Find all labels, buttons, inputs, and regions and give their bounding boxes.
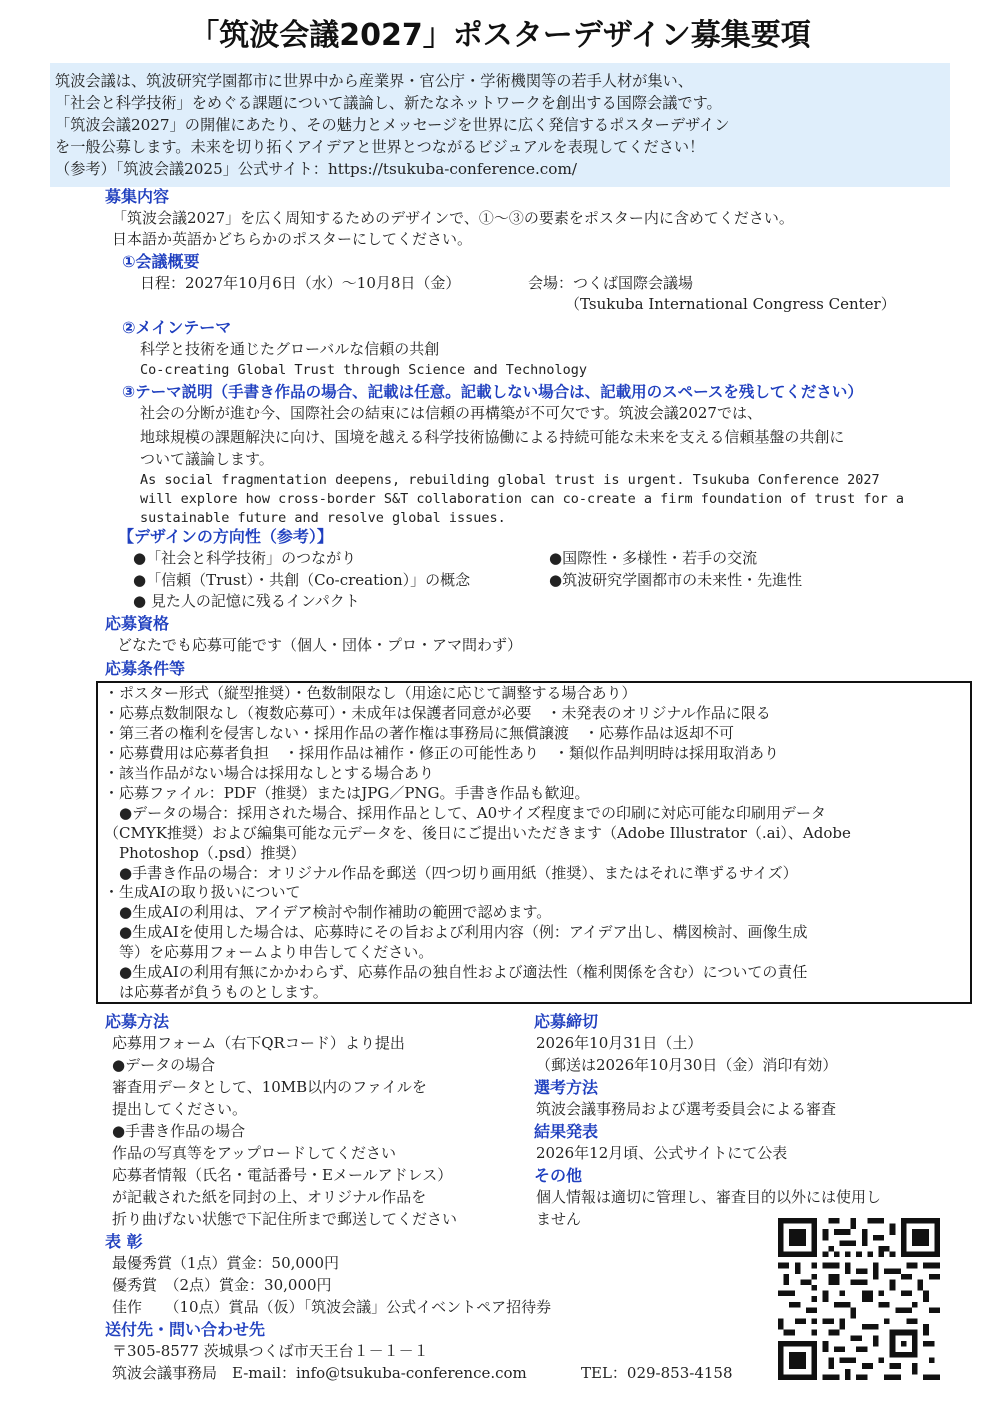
condition-line: 等）を応募用フォームより申告してください。 <box>104 943 434 961</box>
selection-heading: 選考方法 <box>534 1078 599 1097</box>
condition-line: ・ポスター形式（縦型推奨）・色数制限なし（用途に応じて調整する場合あり） <box>104 684 637 702</box>
method-line: ●手書き作品の場合 <box>112 1122 246 1140</box>
recruit-line: 日本語か英語かどちらかのポスターにしてください。 <box>112 230 473 248</box>
theme-desc-heading: ③テーマ説明（手書き作品の場合、記載は任意。記載しない場合は、記載用のスペースを残してください） <box>122 383 863 401</box>
method-line: 審査用データとして、10MB以内のファイルを <box>112 1078 427 1096</box>
intro-line: 「筑波会議2027」の開催にあたり、その魅力とメッセージを世界に広く発信するポスターデザイン <box>55 116 730 134</box>
contact-address: 〒305-8577 茨城県つくば市天王台１－１－１ <box>112 1342 429 1360</box>
theme-ja: 科学と技術を通じたグローバルな信頼の共創 <box>140 340 440 358</box>
condition-line: （CMYK推奨）および編集可能な元データを、後日にご提出いただきます（Adobe Illustrator（.ai）、Adobe <box>104 824 851 842</box>
theme-desc-ja: 地球規模の課題解決に向け、国境を越える科学技術協働による持続可能な未来を支える信頼基盤の共創に <box>140 428 845 446</box>
intro-line: を一般公募します。未来を切り拓くアイデアと世界とつながるビジュアルを表現してください！ <box>55 138 705 156</box>
condition-line: ●生成AIを使用した場合は、応募時にその旨および利用内容（例：アイデア出し、構図検討、画像生成 <box>104 923 808 941</box>
method-heading: 応募方法 <box>105 1012 170 1031</box>
method-line: 作品の写真等をアップロードしてください <box>112 1144 396 1162</box>
award-line: 最優秀賞（1点）賞金：50,000円 <box>112 1254 340 1272</box>
qr-code-icon[interactable] <box>778 1218 940 1380</box>
condition-line: ・生成AIの取り扱いについて <box>104 883 301 901</box>
method-line: が記載された紙を同封の上、オリジナル作品を <box>112 1188 427 1206</box>
method-line: 応募用フォーム（右下QRコード）より提出 <box>112 1034 405 1052</box>
intro-box <box>50 63 950 187</box>
award-line: 佳作 （10点）賞品（仮）「筑波会議」公式イベントペア招待券 <box>112 1298 552 1316</box>
page-title: 「筑波会議2027」ポスターデザイン募集要項 <box>189 18 811 53</box>
awards-heading: 表 彰 <box>105 1232 143 1251</box>
conference-venue-en: （Tsukuba International Congress Center） <box>565 295 896 313</box>
condition-line: ・第三者の権利を侵害しない・採用作品の著作権は事務局に無償譲渡 ・応募作品は返却不可 <box>104 724 735 742</box>
intro-line: 筑波会議は、筑波研究学園都市に世界中から産業界・官公庁・学術機関等の若手人材が集い、 <box>55 72 693 90</box>
condition-line: ●手書き作品の場合：オリジナル作品を郵送（四つ切り画用紙（推奨）、またはそれに準ずるサイズ） <box>104 864 798 882</box>
theme-desc-en: As social fragmentation deepens, rebuilding global trust is urgent. Tsukuba Conference 2027 <box>140 472 880 488</box>
deadline-postal: （郵送は2026年10月30日（金）消印有効） <box>536 1056 838 1074</box>
condition-line: ●データの場合：採用された場合、採用作品として、A0サイズ程度までの印刷に対応可能な印刷用データ <box>104 804 826 822</box>
condition-line: Photoshop（.psd）推奨） <box>104 844 306 862</box>
other-text: 個人情報は適切に管理し、審査目的以外には使用し <box>536 1188 882 1206</box>
condition-line: ●生成AIの利用有無にかかわらず、応募作品の独自性および適法性（権利関係を含む）についての責任 <box>104 963 808 981</box>
theme-desc-ja: ついて議論します。 <box>140 450 274 468</box>
overview-heading: ①会議概要 <box>122 252 200 271</box>
contact-heading: 送付先・問い合わせ先 <box>105 1320 266 1339</box>
theme-heading: ②メインテーマ <box>122 318 232 337</box>
selection-text: 筑波会議事務局および選考委員会による審査 <box>536 1100 837 1118</box>
condition-line: は応募者が負うものとします。 <box>104 983 328 1001</box>
method-line: 提出してください。 <box>112 1100 248 1118</box>
condition-line: ・応募点数制限なし（複数応募可）・未成年は保護者同意が必要 ・未発表のオリジナル作品に限る <box>104 704 771 722</box>
eligibility-text: どなたでも応募可能です（個人・団体・プロ・アマ問わず） <box>117 636 523 654</box>
conference-venue: 会場：つくば国際会議場 <box>528 274 694 292</box>
award-line: 優秀賞 （2点）賞金：30,000円 <box>112 1276 332 1294</box>
method-line: ●データの場合 <box>112 1056 216 1074</box>
direction-item: ●「信頼（Trust）・共創（Co-creation）」の概念 <box>133 571 471 589</box>
method-line: 応募者情報（氏名・電話番号・Eメールアドレス） <box>112 1166 453 1184</box>
condition-line: ・該当作品がない場合は採用なしとする場合あり <box>104 764 435 782</box>
theme-en: Co-creating Global Trust through Science and Technology <box>140 362 588 378</box>
theme-desc-en: sustainable future and resolve global issues. <box>140 510 506 526</box>
eligibility-heading: 応募資格 <box>105 614 170 633</box>
conditions-heading: 応募条件等 <box>105 659 186 678</box>
direction-heading: 【デザインの方向性（参考）】 <box>118 527 333 546</box>
direction-item: ● 見た人の記憶に残るインパクト <box>133 592 360 610</box>
condition-line: ・応募ファイル：PDF（推奨）またはJPG／PNG。手書き作品も歓迎。 <box>104 784 590 802</box>
results-heading: 結果発表 <box>534 1122 599 1141</box>
condition-line: ●生成AIの利用は、アイデア検討や制作補助の範囲で認めます。 <box>104 903 552 921</box>
deadline-heading: 応募締切 <box>534 1012 599 1031</box>
results-text: 2026年12月頃、公式サイトにて公表 <box>536 1144 788 1162</box>
intro-line: 「社会と科学技術」をめぐる課題について議論し、新たなネットワークを創出する国際会議です。 <box>55 94 722 112</box>
deadline-date: 2026年10月31日（土） <box>536 1034 703 1052</box>
method-line: 折り曲げない状態で下記住所まで郵送してください <box>112 1210 458 1228</box>
condition-line: ・応募費用は応募者負担 ・採用作品は補作・修正の可能性あり ・類似作品判明時は採用取消あり <box>104 744 780 762</box>
direction-item: ●筑波研究学園都市の未来性・先進性 <box>549 571 803 589</box>
other-heading: その他 <box>534 1166 583 1185</box>
contact-tel: TEL：029-853-4158 <box>581 1364 733 1382</box>
direction-item: ●国際性・多様性・若手の交流 <box>549 549 758 567</box>
direction-item: ●「社会と科学技術」のつながり <box>133 549 357 567</box>
recruit-line: 「筑波会議2027」を広く周知するためのデザインで、①〜③の要素をポスター内に含めてください。 <box>112 209 794 227</box>
conditions-box <box>96 681 972 1004</box>
theme-desc-ja: 社会の分断が進む今、国際社会の結束には信頼の再構築が不可欠です。筑波会議2027では、 <box>140 404 762 422</box>
theme-desc-en: will explore how cross-border S&T collaboration can co-create a firm foundation of trust for a <box>140 491 905 507</box>
recruit-heading: 募集内容 <box>105 187 170 206</box>
contact-email: 筑波会議事務局 E-mail：info@tsukuba-conference.com <box>112 1364 527 1382</box>
conference-date: 日程：2027年10月6日（水）〜10月8日（金） <box>140 274 461 292</box>
intro-reference-line: （参考）「筑波会議2025」公式サイト：https://tsukuba-conference.com/ <box>55 160 577 178</box>
other-text: ません <box>536 1210 582 1228</box>
